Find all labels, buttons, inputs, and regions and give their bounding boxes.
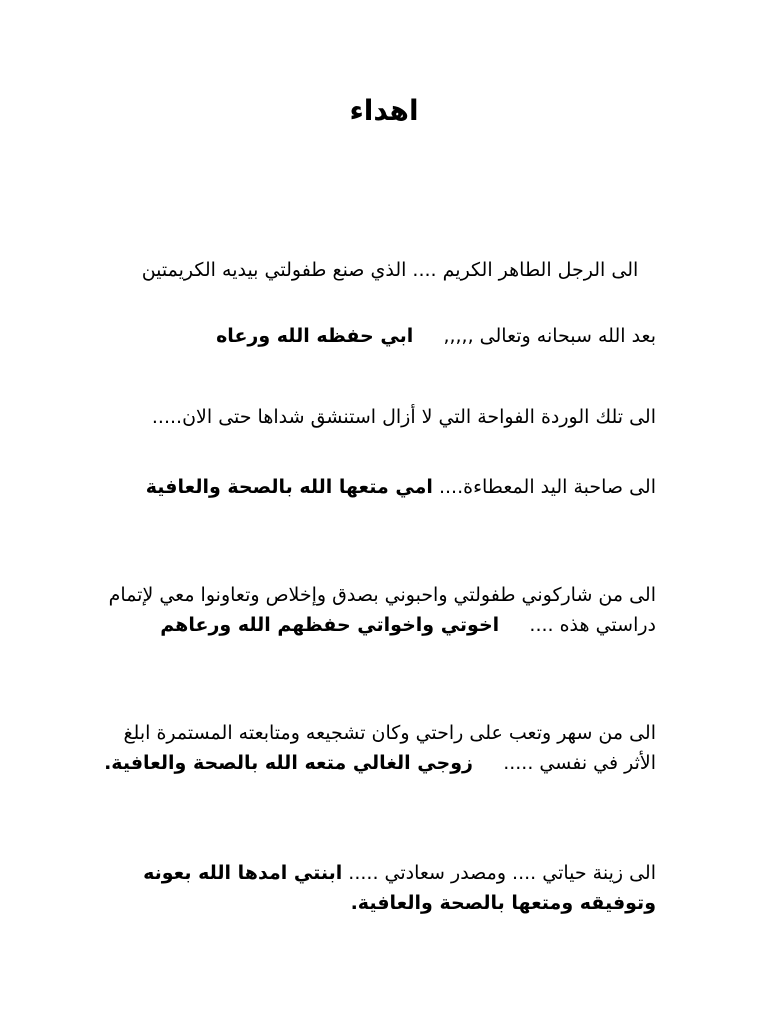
paragraph-bold-text: ابنتي امدها الله بعونه وتوفيقه ومتعها بالصحة والعافية. bbox=[143, 862, 656, 914]
paragraph-bold-text: ابي حفظه الله ورعاه bbox=[216, 325, 414, 347]
dedication-paragraph-daughter bbox=[100, 858, 656, 918]
paragraph-text: الى صاحبة اليد المعطاءة.... bbox=[438, 476, 656, 498]
dedication-paragraph-siblings bbox=[100, 580, 656, 640]
paragraph-bold-text: زوجي الغالي متعه الله بالصحة والعافية. bbox=[104, 752, 473, 774]
dedication-paragraph-husband bbox=[100, 718, 656, 778]
paragraph-bold-text: اخوتي واخواتي حفظهم الله ورعاهم bbox=[160, 614, 500, 636]
dedication-paragraph-mother bbox=[100, 472, 656, 502]
paragraph-text: الى من سهر وتعب على راحتي وكان تشجيعه ومتابعته المستمرة ابلغ الأثر في نفسي ..... bbox=[123, 722, 656, 774]
paragraph-text: الى من شاركوني طفولتي واحبوني بصدق وإخلاص وتعاونوا معي لإتمام دراستي هذه .... bbox=[108, 584, 656, 636]
dedication-paragraph-father bbox=[100, 321, 656, 351]
dedication-paragraph-rose bbox=[100, 402, 656, 432]
paragraph-text: الى تلك الوردة الفواحة التي لا أزال استنشق شداها حتى الان..... bbox=[151, 406, 656, 428]
paragraph-text: الى الرجل الطاهر الكريم .... الذي صنع طفولتي بيديه الكريمتين bbox=[141, 259, 639, 281]
paragraph-text: بعد الله سبحانه وتعالى ,,,,, bbox=[443, 325, 656, 347]
paragraph-text: الى زينة حياتي .... ومصدر سعادتي ..... bbox=[348, 862, 656, 884]
dedication-paragraph-father-intro bbox=[130, 255, 650, 285]
page-title: اهداء bbox=[349, 94, 419, 127]
paragraph-bold-text: امي متعها الله بالصحة والعافية bbox=[145, 476, 433, 498]
